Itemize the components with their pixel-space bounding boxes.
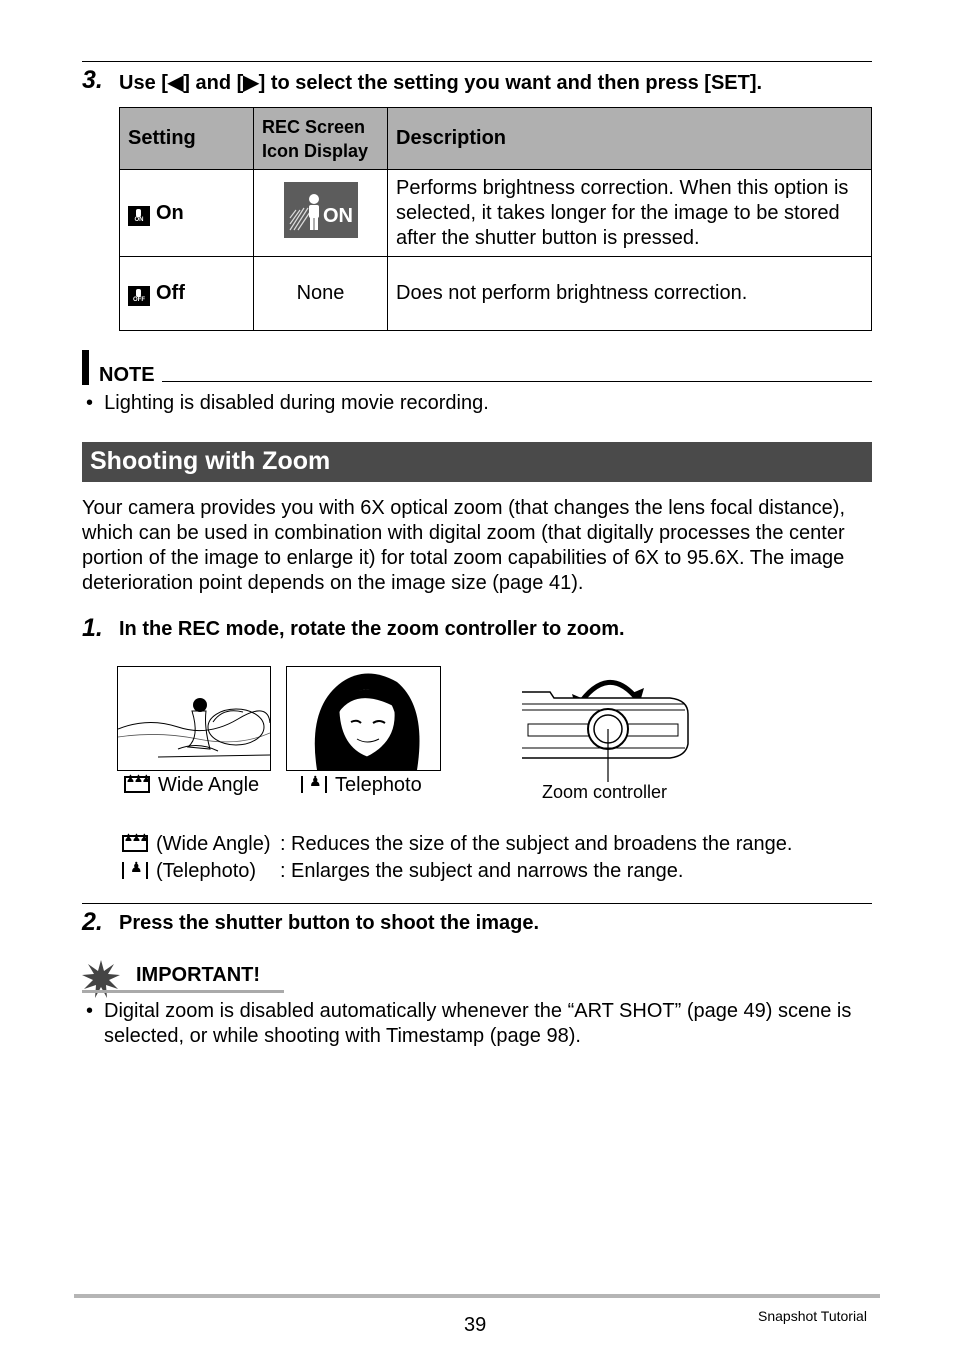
definition-tele-sep: : [280, 860, 286, 882]
important-bullet: • Digital zoom is disabled automatically whenever the “ART SHOT” (page 49) scene is selected, or while shooting with Timestamp (page 98). [86, 1000, 852, 1047]
description-off: Does not perform brightness correction. [388, 257, 872, 331]
rec-icon-cell-off: None [254, 257, 388, 331]
note-line [162, 381, 872, 382]
rec-icon-cell-on [254, 170, 388, 257]
definition-wide-text: Reduces the size of the subject and broadens the range. [291, 833, 793, 855]
step-3-text: Use [◀] and [▶] to select the setting you want and then press [SET]. [119, 72, 763, 94]
important-underline [82, 990, 284, 993]
definition-tele-text: Enlarges the subject and narrows the range. [291, 860, 684, 882]
step-2-number: 2. [82, 908, 103, 936]
telephoto-caption: ♟ Telephoto [301, 774, 422, 797]
wide-angle-icon [122, 835, 148, 852]
section-title: Shooting with Zoom [82, 442, 872, 482]
setting-cell-on [120, 170, 254, 257]
table-row [120, 170, 872, 257]
telephoto-icon [301, 776, 327, 793]
header-rec-line1: REC Screen [262, 116, 366, 137]
svg-text:ON: ON [322, 204, 353, 227]
page-number: 39 [464, 1314, 487, 1336]
step-3-number: 3. [82, 66, 103, 94]
zoom-controller-caption: Zoom controller [542, 782, 668, 802]
header-description: Description [388, 108, 872, 170]
note-bullet: • Lighting is disabled during movie recording. [86, 392, 489, 414]
step-2-text: Press the shutter button to shoot the image. [119, 912, 540, 934]
telephoto-icon [122, 862, 148, 879]
important-label: IMPORTANT! [136, 964, 261, 986]
table-row [120, 257, 872, 331]
note-label: NOTE [99, 364, 155, 386]
definition-wide-sep: : [280, 833, 286, 855]
section-paragraph: Your camera provides you with 6X optical zoom (that changes the lens focal distance), which can be used in combination with digital zoom (that digitally processes the center portion of the image to enlarge it) for total zoom capabilities of 6X to 95.6X. The image deterioration point depends on the image size (page 41). [82, 497, 846, 594]
note-bar [82, 350, 89, 385]
setting-on-label: On [156, 201, 184, 224]
header-setting: Setting [120, 108, 254, 170]
step-1-text: In the REC mode, rotate the zoom controller to zoom. [119, 618, 625, 640]
top-rule [82, 61, 872, 62]
footer-section-name: Snapshot Tutorial [758, 1308, 867, 1324]
step-1-number: 1. [82, 614, 103, 642]
table-header-row [120, 108, 872, 170]
wide-angle-caption: ♟♟♟Wide Angle [124, 774, 259, 797]
setting-cell-off [120, 257, 254, 331]
definition-tele: ♟(Telephoto) [122, 860, 256, 883]
wide-angle-photo [117, 666, 271, 771]
step-2-rule [82, 903, 872, 904]
description-on: Performs brightness correction. When this option is selected, it takes longer for the image to be stored after the shutter button is pressed. [388, 170, 872, 257]
header-rec-icon [254, 108, 388, 170]
zoom-controller-illustration [520, 664, 692, 782]
definition-wide: ♟♟♟(Wide Angle) [122, 833, 271, 856]
setting-off-label: Off [156, 282, 185, 304]
wide-angle-icon [124, 776, 150, 793]
header-rec-line2: Icon Display [262, 140, 369, 161]
lighting-on-setting-icon: ON [128, 206, 150, 226]
lighting-settings-table [119, 107, 872, 331]
lighting-off-setting-icon: OFF [128, 286, 150, 306]
telephoto-photo [286, 666, 441, 771]
lighting-on-icon [284, 182, 358, 238]
footer-rule [74, 1294, 880, 1298]
